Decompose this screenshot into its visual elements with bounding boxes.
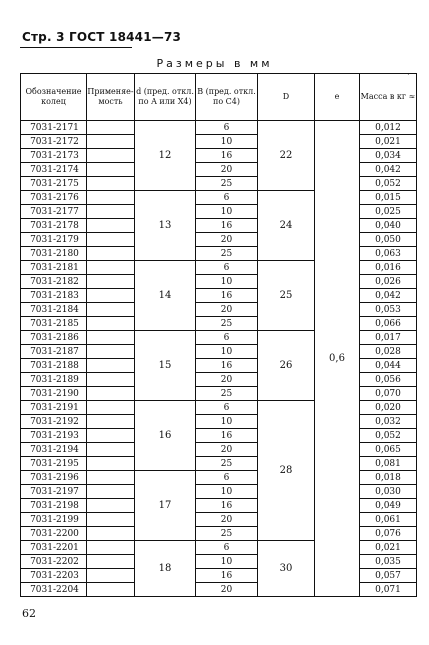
mass-value: 0,070 [360, 387, 417, 401]
usage-cell [87, 401, 135, 415]
usage-cell [87, 121, 135, 135]
usage-cell [87, 261, 135, 275]
usage-cell [87, 443, 135, 457]
usage-cell [87, 275, 135, 289]
ring-code: 7031-2178 [21, 219, 87, 233]
ring-code: 7031-2200 [21, 527, 87, 541]
mass-value: 0,081 [360, 457, 417, 471]
usage-cell [87, 457, 135, 471]
usage-cell [87, 569, 135, 583]
mass-value: 0,056 [360, 373, 417, 387]
ring-code: 7031-2172 [21, 135, 87, 149]
table-row [21, 121, 417, 135]
table-body [21, 121, 417, 597]
mass-value: 0,018 [360, 471, 417, 485]
ring-code: 7031-2190 [21, 387, 87, 401]
ring-code: 7031-2202 [21, 555, 87, 569]
ring-code: 7031-2194 [21, 443, 87, 457]
ring-code: 7031-2176 [21, 191, 87, 205]
width-b: 10 [196, 555, 258, 569]
ring-code: 7031-2188 [21, 359, 87, 373]
usage-cell [87, 135, 135, 149]
mass-value: 0,063 [360, 247, 417, 261]
ring-code: 7031-2196 [21, 471, 87, 485]
ring-code: 7031-2185 [21, 317, 87, 331]
margin-mark: · [407, 70, 410, 80]
usage-cell [87, 555, 135, 569]
mass-value: 0,050 [360, 233, 417, 247]
width-b: 25 [196, 177, 258, 191]
width-b: 20 [196, 303, 258, 317]
width-b: 16 [196, 429, 258, 443]
ring-code: 7031-2195 [21, 457, 87, 471]
ring-code: 7031-2173 [21, 149, 87, 163]
outer-d: 30 [258, 541, 315, 597]
width-b: 16 [196, 499, 258, 513]
mass-value: 0,042 [360, 163, 417, 177]
dimensions-table [20, 73, 417, 597]
width-b: 25 [196, 317, 258, 331]
width-b: 16 [196, 359, 258, 373]
bore-d: 16 [135, 401, 196, 471]
usage-cell [87, 387, 135, 401]
width-b: 25 [196, 247, 258, 261]
mass-value: 0,026 [360, 275, 417, 289]
ring-code: 7031-2182 [21, 275, 87, 289]
bore-d: 13 [135, 191, 196, 261]
usage-cell [87, 177, 135, 191]
width-b: 20 [196, 373, 258, 387]
ring-code: 7031-2198 [21, 499, 87, 513]
width-b: 6 [196, 541, 258, 555]
mass-value: 0,017 [360, 331, 417, 345]
usage-cell [87, 485, 135, 499]
mass-value: 0,012 [360, 121, 417, 135]
usage-cell [87, 359, 135, 373]
usage-cell [87, 191, 135, 205]
outer-d: 22 [258, 121, 315, 191]
usage-cell [87, 289, 135, 303]
usage-cell [87, 471, 135, 485]
width-b: 6 [196, 471, 258, 485]
mass-value: 0,020 [360, 401, 417, 415]
usage-cell [87, 163, 135, 177]
ring-code: 7031-2177 [21, 205, 87, 219]
ring-code: 7031-2189 [21, 373, 87, 387]
width-b: 10 [196, 345, 258, 359]
ring-code: 7031-2204 [21, 583, 87, 597]
width-b: 16 [196, 569, 258, 583]
usage-cell [87, 583, 135, 597]
usage-cell [87, 429, 135, 443]
usage-cell [87, 247, 135, 261]
width-b: 16 [196, 149, 258, 163]
mass-value: 0,052 [360, 429, 417, 443]
ring-code: 7031-2192 [21, 415, 87, 429]
mass-value: 0,025 [360, 205, 417, 219]
mass-value: 0,030 [360, 485, 417, 499]
width-b: 25 [196, 387, 258, 401]
bore-d: 18 [135, 541, 196, 597]
usage-cell [87, 415, 135, 429]
mass-value: 0,049 [360, 499, 417, 513]
mass-value: 0,076 [360, 527, 417, 541]
width-b: 20 [196, 583, 258, 597]
width-b: 6 [196, 401, 258, 415]
outer-d: 25 [258, 261, 315, 331]
mass-value: 0,071 [360, 583, 417, 597]
ring-code: 7031-2174 [21, 163, 87, 177]
outer-d: 26 [258, 331, 315, 401]
usage-cell [87, 527, 135, 541]
ring-code: 7031-2181 [21, 261, 87, 275]
usage-cell [87, 205, 135, 219]
ring-code: 7031-2193 [21, 429, 87, 443]
mass-value: 0,021 [360, 135, 417, 149]
outer-d: 24 [258, 191, 315, 261]
ring-code: 7031-2201 [21, 541, 87, 555]
col-header-mass: Масса в кг ≈ [360, 74, 417, 121]
bore-d: 17 [135, 471, 196, 541]
usage-cell [87, 513, 135, 527]
width-b: 20 [196, 163, 258, 177]
ring-code: 7031-2191 [21, 401, 87, 415]
bore-d: 15 [135, 331, 196, 401]
bore-d: 12 [135, 121, 196, 191]
ring-code: 7031-2175 [21, 177, 87, 191]
width-b: 25 [196, 457, 258, 471]
col-header-b: B (пред. откл. по C4) [196, 74, 258, 121]
bore-d: 14 [135, 261, 196, 331]
usage-cell [87, 317, 135, 331]
mass-value: 0,028 [360, 345, 417, 359]
mass-value: 0,040 [360, 219, 417, 233]
width-b: 6 [196, 121, 258, 135]
mass-value: 0,042 [360, 289, 417, 303]
usage-cell [87, 345, 135, 359]
col-header-e: e [315, 74, 360, 121]
mass-value: 0,016 [360, 261, 417, 275]
col-header-d: d (пред. откл. по A или X4) [135, 74, 196, 121]
usage-cell [87, 149, 135, 163]
width-b: 6 [196, 261, 258, 275]
mass-value: 0,061 [360, 513, 417, 527]
mass-value: 0,032 [360, 415, 417, 429]
usage-cell [87, 541, 135, 555]
width-b: 6 [196, 191, 258, 205]
mass-value: 0,052 [360, 177, 417, 191]
width-b: 20 [196, 233, 258, 247]
ring-code: 7031-2187 [21, 345, 87, 359]
width-b: 10 [196, 275, 258, 289]
mass-value: 0,034 [360, 149, 417, 163]
width-b: 20 [196, 513, 258, 527]
col-header-code: Обозначение колец [21, 74, 87, 121]
ring-code: 7031-2203 [21, 569, 87, 583]
header-rule [20, 47, 132, 48]
table-header-row [21, 74, 417, 121]
table-caption: Размеры в мм [156, 57, 273, 70]
mass-value: 0,021 [360, 541, 417, 555]
mass-value: 0,065 [360, 443, 417, 457]
ring-code: 7031-2197 [21, 485, 87, 499]
ring-code: 7031-2186 [21, 331, 87, 345]
width-b: 16 [196, 289, 258, 303]
width-b: 10 [196, 205, 258, 219]
width-b: 10 [196, 485, 258, 499]
usage-cell [87, 373, 135, 387]
col-header-usage: Применяе-мость [87, 74, 135, 121]
ring-code: 7031-2199 [21, 513, 87, 527]
mass-value: 0,015 [360, 191, 417, 205]
width-b: 25 [196, 527, 258, 541]
width-b: 10 [196, 415, 258, 429]
usage-cell [87, 499, 135, 513]
mass-value: 0,057 [360, 569, 417, 583]
mass-value: 0,053 [360, 303, 417, 317]
ring-code: 7031-2184 [21, 303, 87, 317]
page-number: 62 [22, 607, 36, 620]
mass-value: 0,035 [360, 555, 417, 569]
ring-code: 7031-2183 [21, 289, 87, 303]
outer-d: 28 [258, 401, 315, 541]
e-value: 0,6 [315, 121, 360, 597]
width-b: 10 [196, 135, 258, 149]
mass-value: 0,044 [360, 359, 417, 373]
page-header: Стр. 3 ГОСТ 18441—73 [22, 30, 182, 44]
width-b: 16 [196, 219, 258, 233]
ring-code: 7031-2179 [21, 233, 87, 247]
ring-code: 7031-2180 [21, 247, 87, 261]
ring-code: 7031-2171 [21, 121, 87, 135]
col-header-outer-d: D [258, 74, 315, 121]
usage-cell [87, 303, 135, 317]
mass-value: 0,066 [360, 317, 417, 331]
usage-cell [87, 233, 135, 247]
width-b: 20 [196, 443, 258, 457]
usage-cell [87, 331, 135, 345]
usage-cell [87, 219, 135, 233]
width-b: 6 [196, 331, 258, 345]
